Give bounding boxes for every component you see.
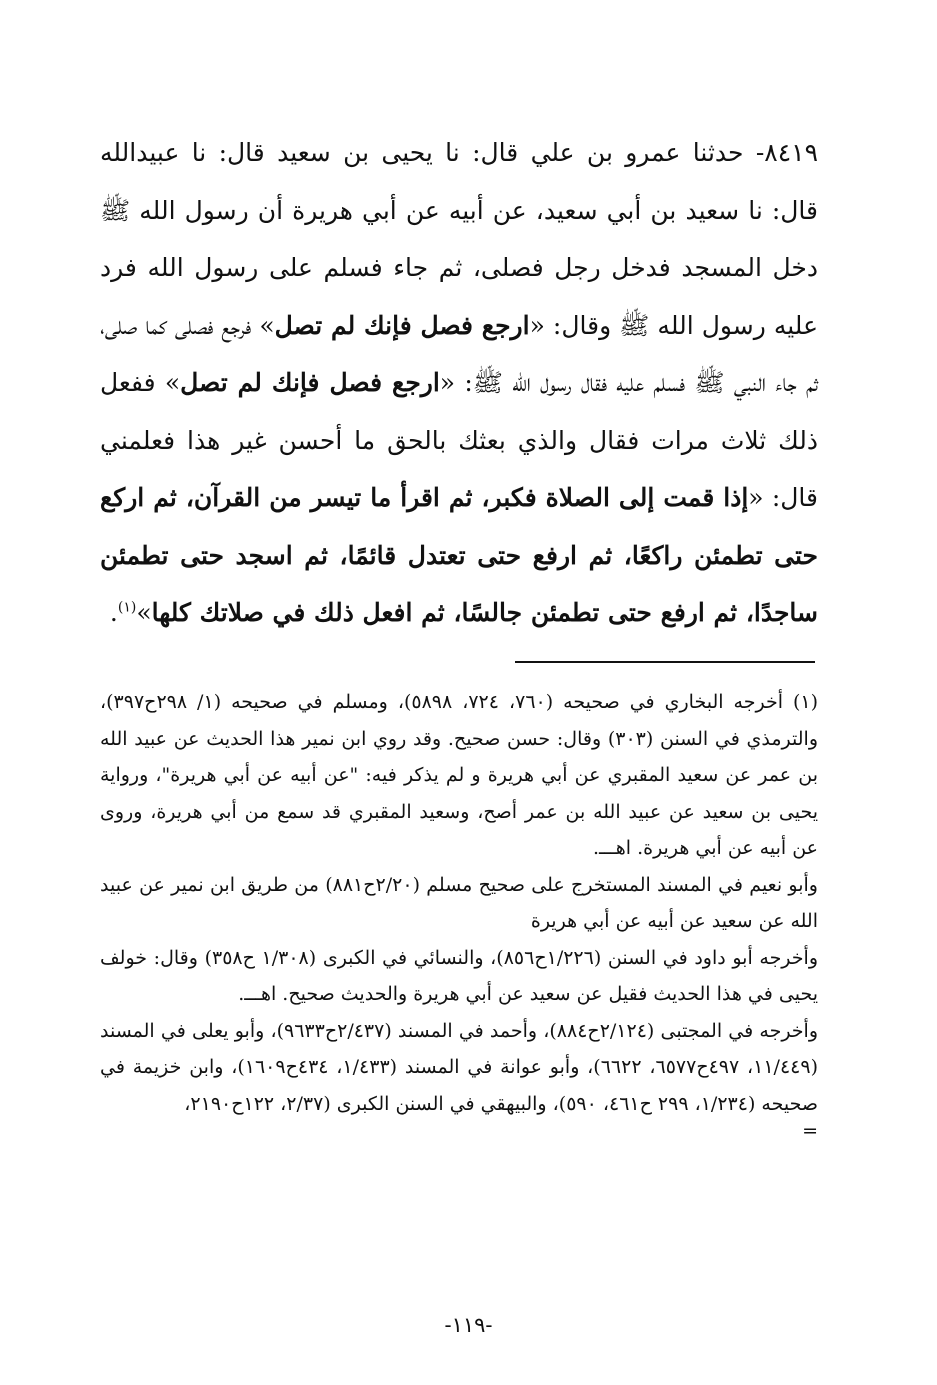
footnotes bbox=[100, 684, 818, 1140]
footnote-1: (١) أخرجه البخاري في صحيحه (٧٦٠، ٧٢٤، ٥٨٩٨)، ومسلم في صحيحه (١/ ٢٩٨ح٣٩٧)، والترمذي في السنن (٣٠٣) وقال: حسن صحيح. وقد روي ابن نمير هذا الحديث عن عبيد الله بن عمر عن سعيد المقبري عن أبي هريرة و لم يذكر فيه: "عن أبيه عن أبي هريرة"، ورواية يحيى بن سعيد عن عبيد الله بن عمر أصح، وسعيد المقبري قد سمع من أبي هريرة، وروى عن أبيه عن أبي هريرة. اهـــ. bbox=[100, 691, 819, 859]
hadith-number: ٨٤١٩- bbox=[755, 138, 818, 167]
hadith-paragraph bbox=[100, 124, 818, 642]
hadith-intro: حدثنا عمرو بن علي قال: نا يحيى بن سعيد قال: نا عبيدالله قال: نا سعيد بن أبي سعيد، عن أبيه عن أبي هريرة أن رسول الله ﷺ دخل المسجد فدخل رجل فصلى، ثم جاء فسلم على رسول الله فرد عليه رسول الله ﷺ وقال: « bbox=[100, 138, 818, 340]
page-number: -١١٩- bbox=[444, 1313, 493, 1337]
hadith-end: . bbox=[109, 598, 118, 627]
continuation-mark: = bbox=[802, 1120, 818, 1142]
prophet-quote-2: ارجع فصل فإنك لم تصل bbox=[180, 368, 440, 397]
narration-middle-2: » ففعل ذلك ثلاث مرات فقال والذي بعثك بالحق ما أحسن غير هذا فعلمني قال: « bbox=[100, 368, 818, 512]
hadith-text bbox=[100, 124, 818, 642]
footnote-abu-dawud: وأخرجه أبو داود في السنن (١/٢٢٦ح٨٥٦)، والنسائي في الكبرى (١/٣٠٨ ح٣٥٨) وقال: خولف يحيى في هذا الحديث فقيل عن سعيد عن أبي هريرة والحديث صحيح. اهـــ. bbox=[100, 946, 818, 1005]
quote-close: » bbox=[136, 598, 152, 627]
footnote-divider bbox=[515, 661, 815, 663]
prophet-quote-1: ارجع فصل فإنك لم تصل bbox=[274, 310, 530, 340]
footnote-reference: (١) bbox=[117, 599, 137, 616]
footnote-mujtaba: وأخرجه في المجتبى (٢/١٢٤ح٨٨٤)، وأحمد في المسند (٢/٤٣٧ح٩٦٣٣)، وأبو يعلى في المسند (١١/٤٤٩، ٤٩٧ح٦٥٧٧، ٦٦٢٢)، وأبو عوانة في المسند (١/٤٣٣، ٤٣٤ح١٦٠٩)، وابن خزيمة في صحيحه (١/٢٣٤، ٢٩٩ ح٤٦١، ٥٩٠)، والبيهقي في السنن الكبرى (٢/٣٧، ١٢٢ح٢١٩٠، bbox=[100, 1019, 819, 1115]
prophet-quote-3: إذا قمت إلى الصلاة فكبر، ثم اقرأ ما تيسر من القرآن، ثم اركع حتى تطمئن راكعًا، ثم ارفع حتى تعتدل قائمًا، ثم اسجد حتى تطمئن ساجدًا، ثم ارفع حتى تطمئن جالسًا، ثم افعل ذلك في صلاتك كلها bbox=[100, 483, 818, 627]
narration-middle-1: » فرجع فصلى كما صلى، ثم جاء النبي ﷺ فسلم عليه فقال رسول الله ﷺ: « bbox=[100, 310, 818, 397]
footnote-abu-nuaym: وأبو نعيم في المسند المستخرج على صحيح مسلم (٢/٢٠ح٨٨١) من طريق ابن نمير عن عبيد الله عن سعيد عن أبيه عن أبي هريرة bbox=[100, 873, 818, 932]
